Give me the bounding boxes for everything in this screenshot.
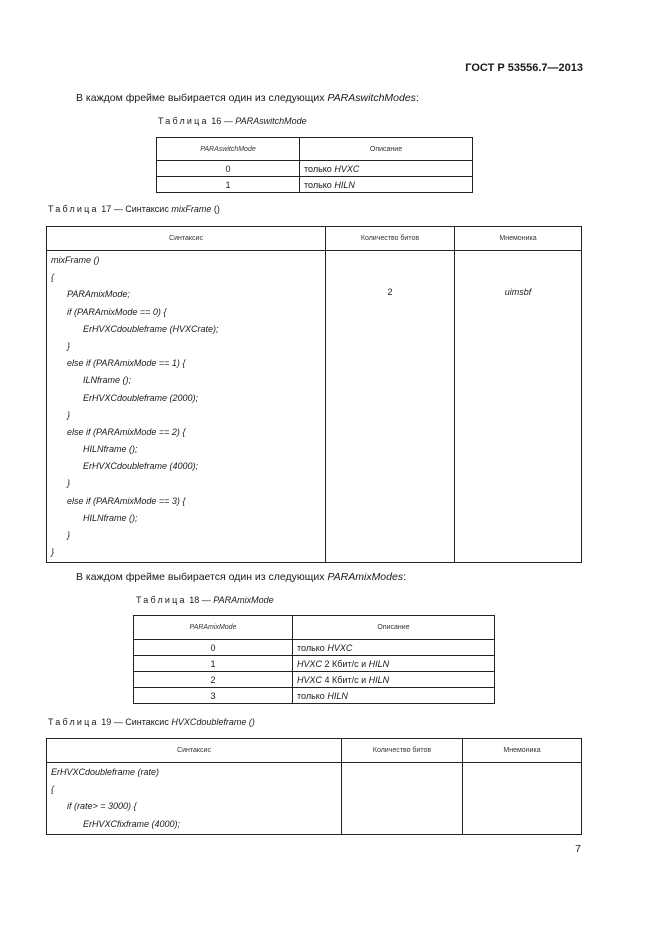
desc-term: HVXC — [334, 163, 360, 174]
table19 — [46, 738, 582, 835]
code-line: ErHVXCdoubleframe (2000); — [83, 392, 199, 403]
caption-label: Таблица — [48, 717, 99, 727]
caption-number: 18 — — [189, 595, 214, 605]
table19-col-syntax: Синтаксис — [47, 739, 342, 763]
code-line: } — [67, 530, 71, 540]
table19-caption — [48, 717, 255, 727]
table-row — [134, 672, 495, 688]
table18 — [133, 615, 495, 704]
code-line: HILNframe (); — [83, 444, 138, 455]
table-row — [134, 656, 495, 672]
code-line: } — [67, 478, 71, 489]
table18-col-value: PARAmixMode — [134, 616, 293, 640]
code-line: if (PARAmixMode == 0) { — [67, 306, 167, 317]
table16-value: 0 — [157, 161, 300, 177]
caption-label: Таблица — [48, 204, 99, 214]
intro-end: : — [403, 571, 407, 583]
caption-label: Таблица — [158, 116, 209, 126]
table18-value: 2 — [134, 672, 293, 688]
intro-paragraph-2 — [76, 571, 406, 583]
document-header: ГОСТ Р 53556.7—2013 — [465, 62, 583, 74]
table19-col-bits: Количество битов — [342, 739, 463, 763]
caption-number: 17 — Синтаксис — [101, 204, 172, 214]
table18-desc — [293, 656, 495, 672]
code-line: else if (PARAmixMode == 1) { — [67, 358, 186, 369]
intro-term: PARAswitchModes — [327, 92, 416, 104]
table18-value: 0 — [134, 640, 293, 656]
table18-caption — [136, 595, 274, 605]
intro-text: В каждом фрейме выбирается один из следующих — [76, 571, 328, 583]
page-number: 7 — [575, 843, 581, 855]
table16-desc — [300, 161, 473, 177]
code-line: ILNframe (); — [83, 375, 132, 386]
table17-col-bits: Количество битов — [326, 227, 455, 251]
code-line: ErHVXCdoubleframe (rate) — [51, 767, 160, 777]
intro-end: : — [415, 92, 419, 104]
caption-title: PARAswitchMode — [235, 116, 307, 126]
table-row — [134, 688, 495, 704]
desc-text: только — [297, 642, 328, 653]
table16-desc — [300, 177, 473, 193]
intro-term: PARAmixModes — [327, 571, 404, 583]
code-line: ErHVXCdoubleframe (4000); — [83, 461, 199, 472]
desc-term: HILN — [334, 179, 355, 190]
caption-end: () — [211, 204, 220, 214]
table17-col-syntax: Синтаксис — [47, 227, 326, 251]
table16-caption — [158, 116, 307, 126]
caption-title: HVXCdoubleframe () — [171, 717, 255, 727]
table18-desc — [293, 688, 495, 704]
table16-col-description: Описание — [300, 138, 473, 161]
code-line: PARAmixMode; — [67, 289, 130, 300]
code-line: else if (PARAmixMode == 2) { — [67, 426, 186, 437]
desc-term-2: HILN — [368, 674, 390, 685]
code-line: } — [67, 409, 71, 420]
code-line: if (rate> = 3000) { — [67, 801, 137, 812]
desc-mid: 4 Кбит/с и — [322, 674, 369, 685]
table19-col-mnemonic: Мнемоника — [463, 739, 582, 763]
table18-col-description: Описание — [293, 616, 495, 640]
table17-syntax-cell — [47, 251, 326, 563]
table17-caption — [48, 204, 220, 214]
table18-desc — [293, 640, 495, 656]
intro-text: В каждом фрейме выбирается один из следующих — [76, 92, 328, 104]
desc-term: HVXC — [327, 642, 353, 653]
table-row — [157, 177, 473, 193]
table17-col-mnemonic: Мнемоника — [455, 227, 582, 251]
code-line: ErHVXCfixframe (4000); — [83, 818, 181, 829]
desc-term: HVXC — [297, 658, 323, 669]
caption-title: PARAmixMode — [213, 595, 274, 605]
caption-label: Таблица — [136, 595, 187, 605]
code-line: else if (PARAmixMode == 3) { — [67, 495, 186, 506]
caption-number: 16 — — [211, 116, 236, 126]
code-line: { — [51, 784, 55, 795]
code-line: } — [51, 547, 55, 558]
code-line: HILNframe (); — [83, 512, 138, 523]
table19-bits-cell — [342, 763, 463, 835]
intro-paragraph-1 — [76, 92, 419, 104]
code-line: { — [51, 272, 55, 283]
table18-value: 3 — [134, 688, 293, 704]
table19-mnemonic-cell — [463, 763, 582, 835]
desc-text: только — [297, 690, 328, 701]
table16-col-value: PARAswitchMode — [157, 138, 300, 161]
table17-mnemonic: uimsbf — [455, 251, 582, 563]
table19-syntax-cell — [47, 763, 342, 835]
code-line: } — [67, 340, 71, 351]
table17-bits: 2 — [326, 251, 455, 563]
desc-term: HVXC — [297, 674, 323, 685]
code-line: ErHVXCdoubleframe (HVXCrate); — [83, 323, 219, 334]
table18-desc — [293, 672, 495, 688]
desc-term: HILN — [327, 690, 348, 701]
table16-value: 1 — [157, 177, 300, 193]
table16 — [156, 137, 473, 193]
desc-term-2: HILN — [368, 658, 390, 669]
table-row — [134, 640, 495, 656]
caption-title: mixFrame — [171, 204, 212, 214]
table-row — [157, 161, 473, 177]
desc-mid: 2 Кбит/с и — [322, 658, 369, 669]
table18-value: 1 — [134, 656, 293, 672]
desc-text: только — [304, 163, 335, 174]
caption-number: 19 — Синтаксис — [101, 717, 172, 727]
desc-text: только — [304, 179, 335, 190]
table17 — [46, 226, 582, 563]
code-line: mixFrame () — [51, 255, 100, 265]
